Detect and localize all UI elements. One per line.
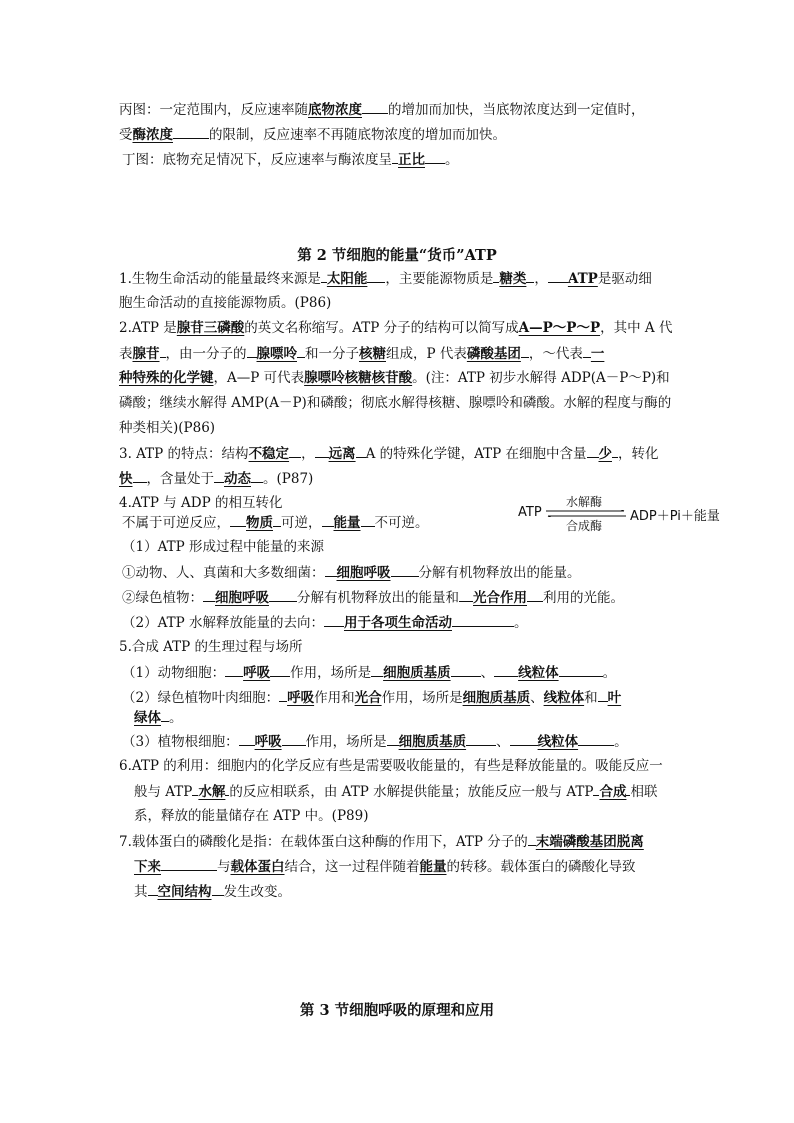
- answer-blank: 不稳定: [248, 446, 290, 462]
- answer-blank: 光合: [354, 690, 382, 706]
- text-line: 其 空间结构 发生改变。: [134, 884, 291, 900]
- answer-blank: 用于各项生命活动: [343, 615, 452, 631]
- text-line: 1.生物生命活动的能量最终来源是 太阳能 ，主要能源物质是 糖类 ， ATP是驱动细: [119, 271, 652, 287]
- answer-blank: 叶: [607, 690, 622, 706]
- text: 丙图：一定范围内，反应速率随: [119, 102, 308, 118]
- answer-blank: 腺嘌呤: [256, 346, 297, 362]
- answer-blank: 少: [598, 446, 612, 462]
- section-title: 第 3 节细胞呼吸的原理和应用: [299, 1002, 495, 1019]
- equation-top-label: 水解酶: [566, 495, 603, 509]
- answer-blank: 动态: [224, 471, 251, 487]
- answer-blank: 腺苷三磷酸: [176, 320, 245, 336]
- answer-blank: 绿体: [134, 710, 161, 726]
- answer-blank: 能量: [419, 859, 447, 875]
- answer-blank: 合成: [599, 784, 627, 800]
- text-line: 4.ATP 与 ADP 的相互转化: [119, 495, 283, 511]
- answer-blank: 腺苷: [132, 346, 160, 362]
- atp-adp-equation: [518, 493, 728, 533]
- text-line: 表腺苷 ，由一分子的 腺嘌呤 和一分子核糖组成，P 代表磷酸基团 ，～代表 一: [119, 346, 605, 362]
- equation-right: ADP＋Pi＋能量: [630, 509, 720, 524]
- answer-blank: 糖类: [499, 271, 527, 287]
- answer-blank: 水解: [198, 784, 226, 800]
- answer-blank: 下来: [134, 859, 161, 875]
- text-line: （2）ATP 水解释放能量的去向： 用于各项生命活动 。: [122, 615, 528, 631]
- text-line: 快 ，含量处于 动态 。(P87): [119, 471, 314, 487]
- text-line: 胞生命活动的直接能源物质。(P86): [119, 295, 332, 311]
- answer-blank: 线粒体: [543, 690, 585, 706]
- answer-blank: 远离: [328, 446, 356, 462]
- answer-blank: A—P～P～P: [518, 320, 601, 336]
- answer-blank: 太阳能: [326, 271, 368, 287]
- text-line: 7.载体蛋白的磷酸化是指：在载体蛋白这种酶的作用下，ATP 分子的 末端磷酸基团脱离: [119, 834, 644, 850]
- text-line: 3. ATP 的特点：结构不稳定 ， 远离 A 的特殊化学键，ATP 在细胞中含量 少 ，转化: [119, 446, 659, 462]
- answer-blank: 线粒体: [518, 665, 559, 681]
- answer-blank: 细胞呼吸: [215, 590, 269, 606]
- answer-blank: 快: [119, 471, 133, 487]
- text-line: 不属于可逆反应， 物质 可逆， 能量 不可逆。: [122, 515, 429, 531]
- text-line: 受酶浓度 的限制，反应速率不再随底物浓度的增加而加快。: [119, 127, 506, 143]
- section-title: 第 2 节细胞的能量“货币”ATP: [297, 247, 497, 264]
- reversible-arrow-icon: [546, 510, 626, 517]
- answer-blank: 物质: [246, 515, 273, 531]
- answer-blank: 正比: [398, 152, 425, 168]
- text-line: 般与 ATP 水解 的反应相联系，由 ATP 水解提供能量；放能反应一般与 ATP 合成 相联: [134, 784, 658, 800]
- text-line: 系，释放的能量储存在 ATP 中。(P89): [134, 808, 369, 824]
- text-line: ①动物、人、真菌和大多数细菌： 细胞呼吸 分解有机物释放出的能量。: [122, 565, 581, 581]
- answer-blank: 磷酸基团: [466, 346, 521, 362]
- answer-blank: 细胞质基质: [462, 690, 531, 706]
- text-line: 磷酸；继续水解得 AMP(A－P)和磷酸；彻底水解得核糖、腺嘌呤和磷酸。水解的程度与酶的: [119, 395, 672, 411]
- text-line: 种特殊的化学键，A—P 可代表腺嘌呤核糖核苷酸。(注：ATP 初步水解得 ADP(A－P～P)和: [119, 370, 670, 386]
- answer-blank: 能量: [333, 515, 361, 531]
- text-line: 2.ATP 是腺苷三磷酸的英文名称缩写。ATP 分子的结构可以简写成A—P～P～P，其中 A 代: [119, 320, 673, 336]
- answer-blank: 空间结构: [157, 884, 212, 900]
- text-line: 下来 与载体蛋白结合，这一过程伴随着能量的转移。载体蛋白的磷酸化导致: [134, 859, 636, 875]
- answer-blank: 呼吸: [254, 734, 282, 750]
- equation-bottom-label: 合成酶: [566, 519, 603, 533]
- equation-left: ATP: [518, 505, 542, 520]
- answer-blank: 呼吸: [287, 690, 315, 706]
- text-line: [119, 101, 645, 118]
- text-line: （1）ATP 形成过程中能量的来源: [122, 539, 324, 555]
- answer-blank: 载体蛋白: [230, 859, 285, 875]
- text-line: 5.合成 ATP 的生理过程与场所: [119, 639, 303, 655]
- text-line: （2）绿色植物叶肉细胞： 呼吸作用和光合作用，场所是细胞质基质、线粒体和 叶: [122, 690, 622, 706]
- answer-blank: 呼吸: [243, 665, 271, 681]
- answer-blank: 光合作用: [473, 590, 527, 606]
- text-line: （3）植物根细胞： 呼吸 作用，场所是 细胞质基质 、 线粒体 。: [122, 734, 628, 750]
- text-line: （1）动物细胞： 呼吸 作用，场所是 细胞质基质 、 线粒体 。: [122, 665, 617, 681]
- answer-blank: 酶浓度: [132, 127, 173, 143]
- text-line: 绿体 。: [134, 710, 183, 726]
- answer-blank: 种特殊的化学键: [119, 370, 214, 386]
- answer-blank: 核糖: [359, 346, 386, 362]
- text-line: ②绿色植物： 细胞呼吸 分解有机物释放出的能量和 光合作用 利用的光能。: [122, 590, 624, 606]
- answer-blank: 线粒体: [537, 734, 579, 750]
- text: 的增加而加快，当底物浓度达到一定值时，: [388, 102, 645, 118]
- answer-blank: 腺嘌呤核糖核苷酸: [304, 370, 413, 386]
- text-line: 丁图：底物充足情况下，反应速率与酶浓度呈 正比 。: [122, 152, 459, 168]
- answer-blank: 末端磷酸基团脱离: [535, 834, 644, 850]
- answer-blank: 细胞质基质: [383, 665, 451, 681]
- answer-blank: ATP: [567, 271, 598, 287]
- text-line: 种类相关)(P86): [119, 420, 216, 436]
- answer-blank: 底物浓度: [308, 102, 362, 118]
- answer-blank: 细胞呼吸: [336, 565, 391, 581]
- text-line: 6.ATP 的利用：细胞内的化学反应有些是需要吸收能量的，有些是释放能量的。吸能反应一: [119, 758, 663, 774]
- answer-blank: 一: [590, 346, 605, 362]
- answer-blank: 细胞质基质: [398, 734, 467, 750]
